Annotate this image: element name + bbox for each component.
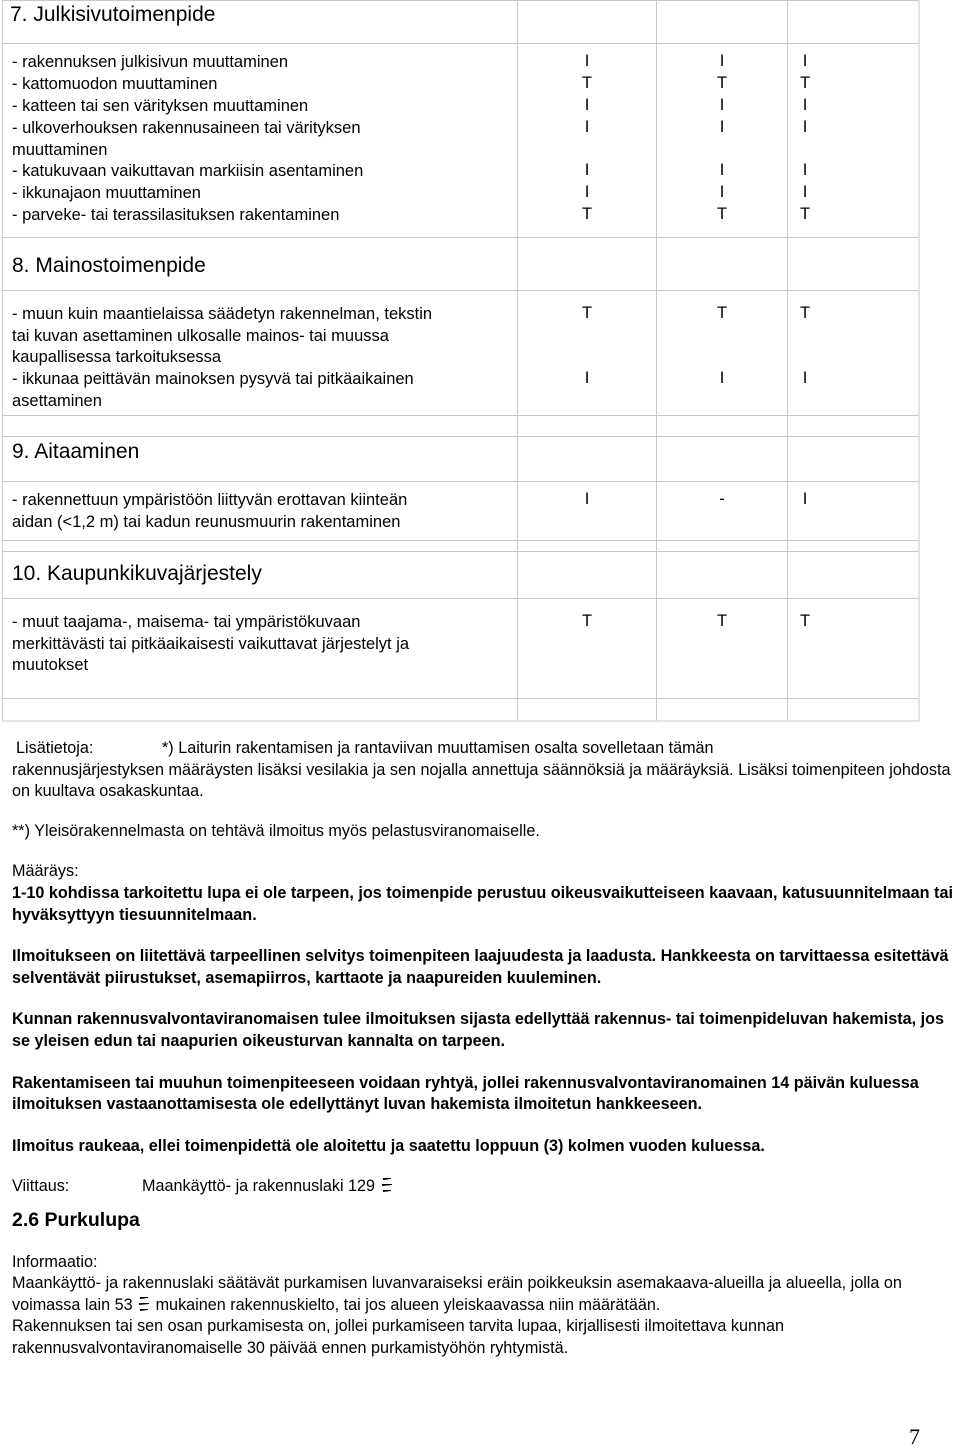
table-cell: I [584,490,590,508]
measures-table [2,0,920,722]
informaatio-paragraph: Rakennuksen tai sen osan purkamisesta on, jollei purkamiseen tarvita lupaa, kirjallisesti ilmoitettava kunnan rakennusvalvontaviranomaiselle 30 päivää ennen purkamistyöhön ryhtymistä. [12,1317,785,1357]
table-row: - rakennuksen julkisivun muuttaminen [12,53,289,71]
table-row: - rakennettuun ympäristöön liittyvän erottavan kiinteän aidan (<1,2 m) tai kadun reunusmuurin rakentaminen [12,491,408,531]
table-cell: I [719,183,725,201]
table-cell: T [799,205,811,223]
table-cell: I [584,183,590,201]
table-cell: I [584,96,590,114]
table-cell: I [719,118,725,136]
lisatietoja-text: *) Laiturin rakentamisen ja rantaviivan muuttamisen osalta sovelletaan tämän [162,739,714,757]
section-sign-icon [137,1295,151,1315]
table-cell: T [581,612,593,630]
table-cell: I [584,118,590,136]
table-cell: - [719,490,725,508]
table-row: - ikkunajaon muuttaminen [12,184,201,202]
table-cell: I [584,161,590,179]
table-cell: I [584,369,590,387]
table-row: - ulkoverhouksen rakennusaineen tai värityksen muuttaminen [12,119,361,159]
table-cell: T [716,612,728,630]
viittaus-text: Maankäyttö- ja rakennuslaki 129 [142,1177,376,1196]
table-cell: T [716,74,728,92]
viittaus-label: Viittaus: [12,1177,70,1196]
table-cell: I [802,161,808,179]
table-cell: I [802,118,808,136]
table-row: - muun kuin maantielaissa säädetyn rakennelman, tekstin tai kuvan asettaminen ulkosalle mainos- tai muussa kaupallisessa tarkoituksessa [12,305,433,367]
maarays-paragraph: 1-10 kohdissa tarkoitettu lupa ei ole tarpeen, jos toimenpide perustuu oikeusvaikutteiseen kaavaan, katusuunnitelmaan tai hyväksyttyyn tiesuunnitelmaan. [12,883,953,924]
table-cell: T [716,304,728,322]
table-cell: T [799,74,811,92]
notes [12,738,958,1359]
page-number: 7 [909,1424,920,1449]
section-title-10: 10. Kaupunkikuvajärjestely [12,562,262,585]
maarays-label: Määräys: [12,862,79,881]
maarays-paragraph: Rakentamiseen tai muuhun toimenpiteeseen voidaan ryhtyä, jollei rakennusvalvontaviranomainen 14 päivän kuluessa ilmoituksen vastaanottamisesta ole edellyttänyt luvan hakemista ilmoitetun hankkeeseen. [12,1073,919,1114]
maarays-paragraph: Ilmoitukseen on liitettävä tarpeellinen selvitys toimenpiteen laajuudesta ja laadusta. Hankkeesta on tarvittaessa esitettävä selventävät piirustukset, asemapiirros, karttaote ja naapureiden kuuleminen. [12,947,949,987]
table-row: - katteen tai sen värityksen muuttaminen [12,97,309,115]
table-cell: T [716,205,728,223]
table-cell: I [719,52,725,70]
table-cell: I [719,161,725,179]
table-cell: T [581,205,593,223]
table-row: - katukuvaan vaikuttavan markiisin asentaminen [12,162,364,180]
table-cell: I [802,369,808,387]
table-cell: I [584,52,590,70]
table-cell: T [799,612,811,630]
table-row: - kattomuodon muuttaminen [12,75,218,93]
lisatietoja-label: Lisätietoja: [16,739,94,757]
maarays-paragraph: Ilmoitus raukeaa, ellei toimenpidettä ole aloitettu ja saatettu loppuun (3) kolmen vuoden kuluessa. [12,1136,765,1155]
table-cell: I [802,52,808,70]
table-cell: I [719,369,725,387]
footnote-2: **) Yleisörakennelmasta on tehtävä ilmoitus myös pelastusviranomaiselle. [12,821,540,840]
table-row: - ikkunaa peittävän mainoksen pysyvä tai pitkäaikainen asettaminen [12,370,414,410]
section-sign-icon [380,1176,394,1196]
table-cell: T [581,74,593,92]
section-title-7: 7. Julkisivutoimenpide [10,3,216,26]
table-cell: T [581,304,593,322]
informaatio-paragraph: Maankäyttö- ja rakennuslaki säätävät purkamisen luvanvaraiseksi eräin poikkeuksin asemakaava-alueilla ja alueella, jolla on voimassa lain 53 mukainen rakennuskielto, tai jos alueen yleiskaavassa niin määrätään. [12,1274,902,1314]
table-cell: I [802,490,808,508]
table-row: - parveke- tai terassilasituksen rakentaminen [12,206,340,224]
table-cell: I [802,183,808,201]
section-heading: 2.6 Purkulupa [12,1208,140,1231]
maarays-paragraph: Kunnan rakennusvalvontaviranomaisen tulee ilmoituksen sijasta edellyttää rakennus- tai toimenpideluvan hakemista, jos se yleisen edun tai naapurien oikeusturvan kannalta on tarpeen. [12,1010,944,1050]
lisatietoja-text-cont: rakennusjärjestyksen määräysten lisäksi vesilakia ja sen nojalla annettuja säännöksiä ja määräyksiä. Lisäksi toimenpiteen johdosta on kuultava osakaskuntaa. [12,760,951,801]
table-cell: I [802,96,808,114]
section-title-9: 9. Aitaaminen [12,440,140,463]
table-row: - muut taajama-, maisema- tai ympäristökuvaan merkittävästi tai pitkäaikaisesti vaikuttavat järjestelyt ja muutokset [12,613,410,675]
table-cell: T [799,304,811,322]
table-cell: I [719,96,725,114]
section-title-8: 8. Mainostoimenpide [12,254,206,277]
informaatio-label: Informaatio: [12,1252,98,1271]
